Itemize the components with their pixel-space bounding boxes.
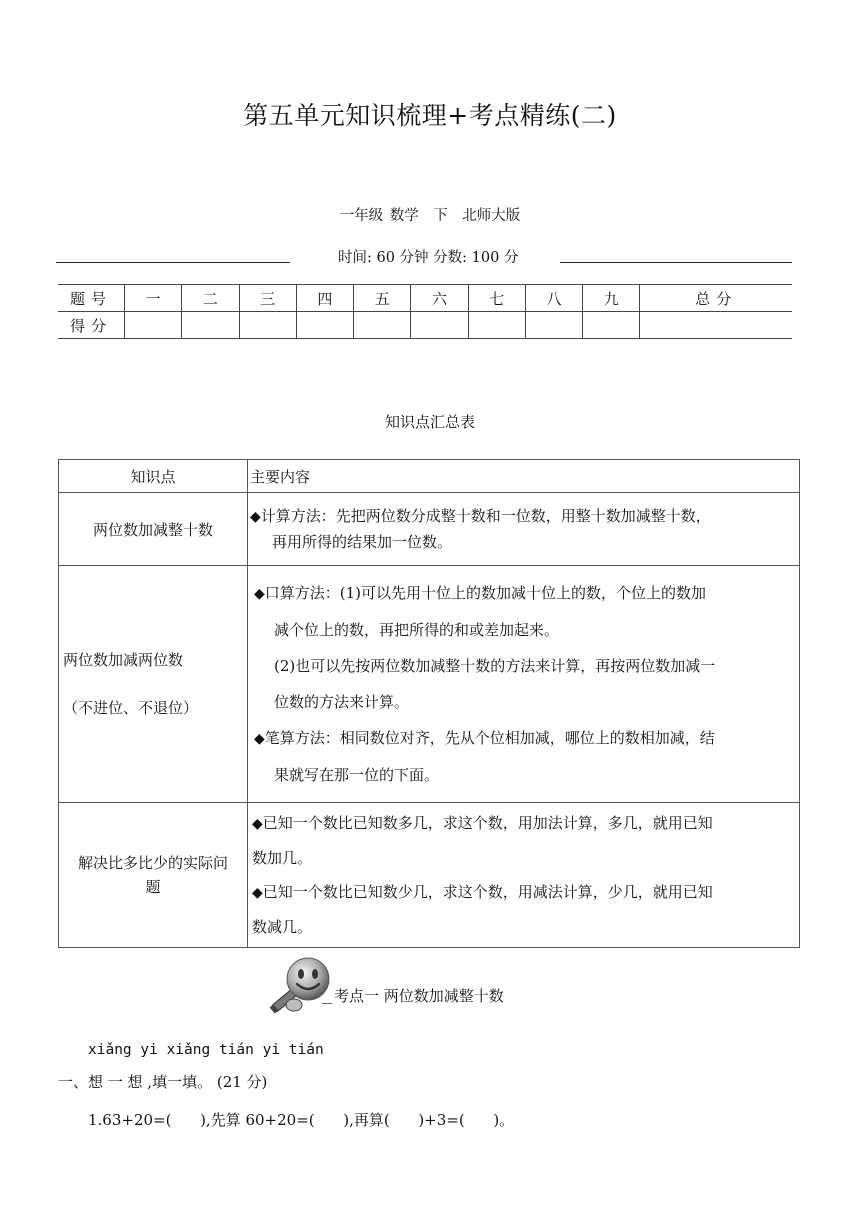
- knowledge-row: [59, 803, 800, 948]
- kaodian-label: 考点一 两位数加减整十数: [334, 987, 504, 1005]
- diamond-bullet-icon: ◆: [254, 731, 265, 747]
- diamond-bullet-icon: ◆: [252, 816, 263, 832]
- score-header-row: [58, 285, 792, 312]
- score-table: [58, 284, 792, 339]
- score-value-row: [58, 312, 792, 339]
- score-col: 四: [296, 285, 353, 312]
- label-lead-line: [322, 1003, 332, 1004]
- smiley-pencil-icon: [266, 955, 338, 1019]
- class-underline: [560, 262, 792, 263]
- diamond-bullet-icon: ◆: [252, 885, 263, 901]
- topic-name: 两位数加减两位数 （不进位、不退位）: [59, 566, 248, 803]
- topic-name: 解决比多比少的实际问 题: [59, 803, 248, 948]
- diamond-bullet-icon: ◆: [250, 508, 261, 525]
- col-header-content: 主要内容: [248, 460, 800, 493]
- score-cell[interactable]: [411, 312, 468, 339]
- name-underline: [56, 262, 290, 263]
- score-col: 五: [354, 285, 411, 312]
- score-cell[interactable]: [125, 312, 182, 339]
- score-cell[interactable]: [525, 312, 582, 339]
- section-heading: 一、想 一 想 ,填一填。 (21 分): [58, 1073, 268, 1091]
- score-cell[interactable]: [468, 312, 525, 339]
- topic-name: 两位数加减整十数: [59, 493, 248, 566]
- knowledge-table: [58, 459, 800, 948]
- score-col: 九: [583, 285, 640, 312]
- score-col: 八: [525, 285, 582, 312]
- score-col: 总分: [640, 285, 792, 312]
- score-col: 六: [411, 285, 468, 312]
- score-cell[interactable]: [354, 312, 411, 339]
- topic-content: ◆口算方法：(1)可以先用十位上的数加减十位上的数，个位上的数加 减个位上的数，再把所得的和或差加起来。 (2)也可以先按两位数加减整十数的方法来计算，再按两位数加减一 位数的方法来计算。 ◆笔算方法：相同数位对齐，先从个位相加减，哪位上的数相加减，结 果就写在那一位的下面。: [248, 566, 800, 803]
- score-col: 七: [468, 285, 525, 312]
- score-col: 二: [182, 285, 239, 312]
- diamond-bullet-icon: ◆: [254, 586, 265, 602]
- score-col: 一: [125, 285, 182, 312]
- knowledge-row: [59, 566, 800, 803]
- grade-subject-line: 一年级 数学 下 北师大版: [339, 208, 521, 224]
- section-pinyin: xiǎng yi xiǎng tián yi tián: [88, 1042, 324, 1058]
- page-title: 第五单元知识梳理+考点精练(二): [243, 101, 617, 130]
- topic-content: ◆已知一个数比已知数多几，求这个数，用加法计算，多几，就用已知 数加几。 ◆已知一个数比已知数少几，求这个数，用减法计算，少几，就用已知 数减几。: [248, 803, 800, 948]
- score-cell[interactable]: [583, 312, 640, 339]
- col-header-topic: 知识点: [59, 460, 248, 493]
- score-cell[interactable]: [640, 312, 792, 339]
- knowledge-header-row: [59, 460, 800, 493]
- topic-content: ◆计算方法：先把两位数分成整十数和一位数，用整十数加减整十数， 再用所得的结果加一位数。: [248, 493, 800, 566]
- knowledge-table-title: 知识点汇总表: [384, 413, 475, 431]
- score-cell[interactable]: [296, 312, 353, 339]
- kaodian-banner: [266, 955, 586, 1019]
- time-score-line: 时间: 60 分钟 分数: 100 分: [338, 250, 519, 266]
- knowledge-row: [59, 493, 800, 566]
- score-cell[interactable]: [239, 312, 296, 339]
- score-label: 得分: [58, 312, 125, 339]
- score-row-header: 题号: [58, 285, 125, 312]
- question-1: 1.63+20=( ),先算 60+20=( ),再算( )+3=( )。: [88, 1111, 515, 1129]
- score-col: 三: [239, 285, 296, 312]
- score-cell[interactable]: [182, 312, 239, 339]
